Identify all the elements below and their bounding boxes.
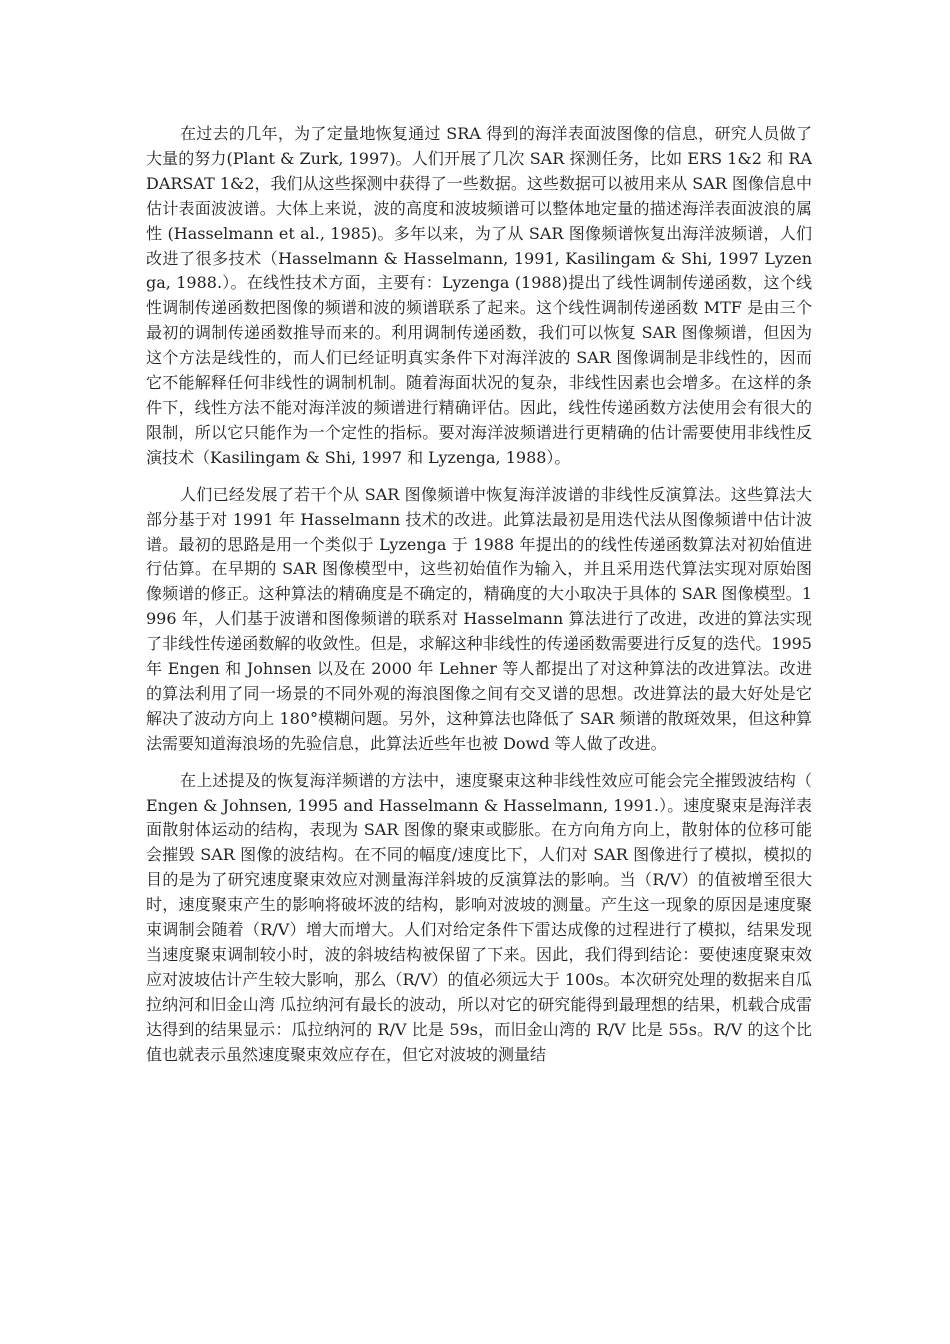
document-body [146, 122, 812, 1080]
paragraph-nonlinear-inversion: 人们已经发展了若干个从 SAR 图像频谱中恢复海洋波谱的非线性反演算法。这些算法大部分基于对 1991 年 Hasselmann 技术的改进。此算法最初是用迭代法从图像频谱中估计波谱。最初的思路是用一个类似于 Lyzenga 于 1988 年提出的的线性传递函数算法对初始值进行估算。在早期的 SAR 图像模型中，这些初始值作为输入，并且采用迭代算法实现对原始图像频谱的修正。这种算法的精确度是不确定的，精确度的大小取决于具体的 SAR 图像模型。1996 年，人们基于波谱和图像频谱的联系对 Hasselmann 算法进行了改进，改进的算法实现了非线性传递函数解的收敛性。但是，求解这种非线性的传递函数需要进行反复的迭代。1995 年 Engen 和 Johnsen 以及在 2000 年 Lehner 等人都提出了对这种算法的改进算法。改进的算法利用了同一场景的不同外观的海浪图像之间有交叉谱的思想。改进算法的最大好处是它解决了波动方向上 180°模糊问题。另外，这种算法也降低了 SAR 频谱的散斑效果，但这种算法需要知道海浪场的先验信息，此算法近些年也被 Dowd 等人做了改进。 [146, 484, 812, 753]
paragraph-linear-methods: 在过去的几年，为了定量地恢复通过 SRA 得到的海洋表面波图像的信息，研究人员做了大量的努力(Plant & Zurk, 1997)。人们开展了几次 SAR 探测任务，比如 ERS 1&2 和 RADARSAT 1&2，我们从这些探测中获得了一些数据。这些数据可以被用来从 SAR 图像信息中估计表面波波谱。大体上来说，波的高度和波坡频谱可以整体地定量的描述海洋表面波浪的属性 (Hasselmann et al., 1985)。多年以来，为了从 SAR 图像频谱恢复出海洋波频谱，人们改进了很多技术（Hasselmann & Hasselmann, 1991, Kasilingam & Shi, 1997 Lyzenga, 1988.）。在线性技术方面，主要有：Lyzenga (1988)提出了线性调制传递函数，这个线性调制传递函数把图像的频谱和波的频谱联系了起来。这个线性调制传递函数 MTF 是由三个最初的调制传递函数推导而来的。利用调制传递函数，我们可以恢复 SAR 图像频谱，但因为这个方法是线性的，而人们已经证明真实条件下对海洋波的 SAR 图像调制是非线性的，因而它不能解释任何非线性的调制机制。随着海面状况的复杂，非线性因素也会增多。在这样的条件下，线性方法不能对海洋波的频谱进行精确评估。因此，线性传递函数方法使用会有很大的限制，所以它只能作为一个定性的指标。要对海洋波频谱进行更精确的估计需要使用非线性反演技术（Kasilingam & Shi, 1997 和 Lyzenga, 1988）。 [146, 124, 812, 467]
paragraph-velocity-bunching: 在上述提及的恢复海洋频谱的方法中，速度聚束这种非线性效应可能会完全摧毁波结构（ Engen & Johnsen, 1995 and Hasselmann & Hasselmann, 1991.）。速度聚束是海洋表面散射体运动的结构，表现为 SAR 图像的聚束或膨胀。在方向角方向上，散射体的位移可能会摧毁 SAR 图像的波结构。在不同的幅度/速度比下，人们对 SAR 图像进行了模拟，模拟的目的是为了研究速度聚束效应对测量海洋斜坡的反演算法的影响。当（R/V）的值被增至很大时，速度聚束产生的影响将破坏波的结构，影响对波坡的测量。产生这一现象的原因是速度聚束调制会随着（R/V）增大而增大。人们对给定条件下雷达成像的过程进行了模拟，结果发现当速度聚束调制较小时，波的斜坡结构被保留了下来。因此，我们得到结论：要使速度聚束效应对波坡估计产生较大影响，那么（R/V）的值必须远大于 100s。本次研究处理的数据来自瓜拉纳河和旧金山湾 瓜拉纳河有最长的波动，所以对它的研究能得到最理想的结果，机载合成雷达得到的结果显示：瓜拉纳河的 R/V 比是 59s，而旧金山湾的 R/V 比是 55s。R/V 的这个比值也就表示虽然速度聚束效应存在，但它对波坡的测量结 [146, 770, 812, 1064]
